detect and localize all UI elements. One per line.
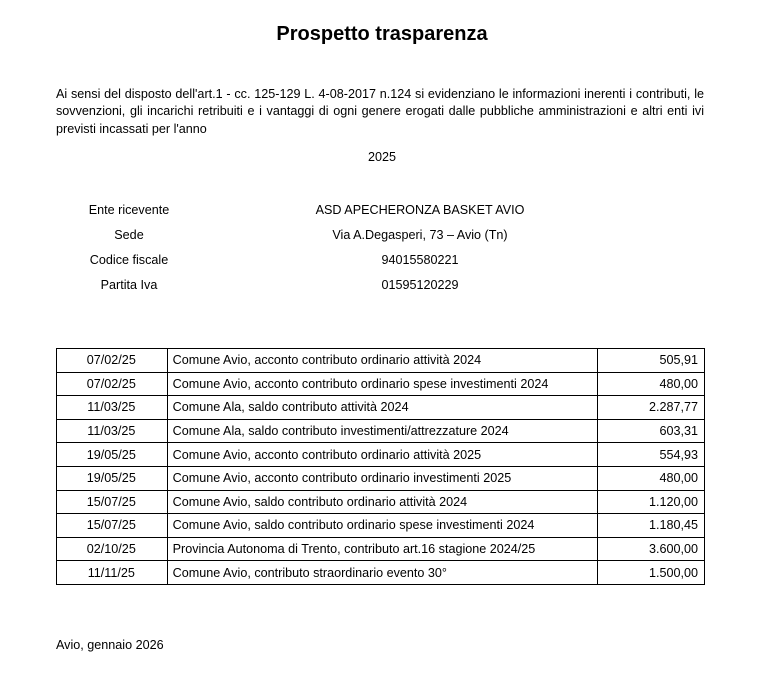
info-row-partita-iva bbox=[60, 275, 640, 300]
info-label: Sede bbox=[114, 228, 144, 242]
contributions-table bbox=[56, 348, 705, 585]
table-row bbox=[57, 514, 705, 538]
place-date-footer: Avio, gennaio 2026 bbox=[56, 638, 164, 652]
date-cell: 19/05/25 bbox=[57, 443, 168, 467]
info-label: Codice fiscale bbox=[89, 253, 169, 267]
date-cell: 07/02/25 bbox=[57, 349, 168, 373]
table-row bbox=[57, 490, 705, 514]
description-cell: Comune Avio, acconto contributo ordinario attività 2024 bbox=[167, 349, 598, 373]
amount-cell: 603,31 bbox=[598, 419, 705, 443]
description-cell: Comune Avio, acconto contributo ordinario attività 2025 bbox=[167, 443, 598, 467]
table-row bbox=[57, 537, 705, 561]
amount-cell: 1.180,45 bbox=[598, 514, 705, 538]
info-label: Partita Iva bbox=[100, 278, 158, 292]
reference-year: 2025 bbox=[367, 150, 397, 164]
description-cell: Comune Avio, acconto contributo ordinario spese investimenti 2024 bbox=[167, 372, 598, 396]
date-cell: 07/02/25 bbox=[57, 372, 168, 396]
description-cell: Comune Avio, acconto contributo ordinario investimenti 2025 bbox=[167, 466, 598, 490]
document-title: Prospetto trasparenza bbox=[276, 23, 488, 45]
amount-cell: 1.120,00 bbox=[598, 490, 705, 514]
amount-cell: 1.500,00 bbox=[598, 561, 705, 585]
amount-cell: 480,00 bbox=[598, 372, 705, 396]
info-label: Ente ricevente bbox=[88, 203, 170, 217]
table-row bbox=[57, 466, 705, 490]
info-row-codice-fiscale bbox=[60, 250, 640, 275]
amount-cell: 505,91 bbox=[598, 349, 705, 373]
info-value: ASD APECHERONZA BASKET AVIO bbox=[315, 203, 525, 217]
date-cell: 15/07/25 bbox=[57, 490, 168, 514]
date-cell: 19/05/25 bbox=[57, 466, 168, 490]
amount-cell: 554,93 bbox=[598, 443, 705, 467]
amount-cell: 3.600,00 bbox=[598, 537, 705, 561]
description-cell: Provincia Autonoma di Trento, contributo art.16 stagione 2024/25 bbox=[167, 537, 598, 561]
amount-cell: 480,00 bbox=[598, 466, 705, 490]
amount-cell: 2.287,77 bbox=[598, 396, 705, 420]
description-cell: Comune Avio, saldo contributo ordinario attività 2024 bbox=[167, 490, 598, 514]
description-cell: Comune Avio, saldo contributo ordinario spese investimenti 2024 bbox=[167, 514, 598, 538]
table-row bbox=[57, 349, 705, 373]
table-row bbox=[57, 372, 705, 396]
info-row-ente bbox=[60, 200, 640, 225]
table-row bbox=[57, 396, 705, 420]
description-cell: Comune Ala, saldo contributo attività 2024 bbox=[167, 396, 598, 420]
date-cell: 15/07/25 bbox=[57, 514, 168, 538]
description-cell: Comune Avio, contributo straordinario evento 30° bbox=[167, 561, 598, 585]
intro-paragraph: Ai sensi del disposto dell'art.1 - cc. 125-129 L. 4-08-2017 n.124 si evidenziano le informazioni inerenti i contributi, le sovvenzioni, gli incarichi retribuiti e i vantaggi di ogni genere erogati dalle pubbliche amministrazioni e altri enti ivi previsti incassati per l'anno bbox=[56, 87, 704, 136]
date-cell: 11/03/25 bbox=[57, 396, 168, 420]
info-value: 94015580221 bbox=[381, 253, 459, 267]
recipient-info bbox=[60, 200, 640, 300]
date-cell: 02/10/25 bbox=[57, 537, 168, 561]
date-cell: 11/11/25 bbox=[57, 561, 168, 585]
table-row bbox=[57, 419, 705, 443]
date-cell: 11/03/25 bbox=[57, 419, 168, 443]
table-row bbox=[57, 561, 705, 585]
description-cell: Comune Ala, saldo contributo investimenti/attrezzature 2024 bbox=[167, 419, 598, 443]
table-row bbox=[57, 443, 705, 467]
info-value: 01595120229 bbox=[381, 278, 459, 292]
info-value: Via A.Degasperi, 73 – Avio (Tn) bbox=[332, 228, 508, 242]
info-row-sede bbox=[60, 225, 640, 250]
